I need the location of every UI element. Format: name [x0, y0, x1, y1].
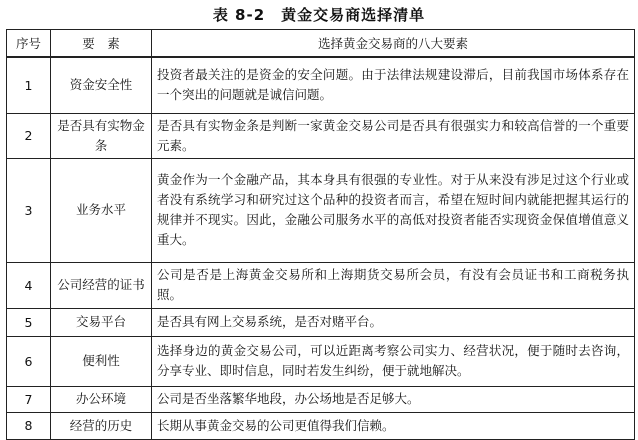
row-factor: 办公环境 — [51, 386, 152, 412]
table-row — [7, 57, 635, 113]
row-factor: 交易平台 — [51, 308, 152, 336]
row-number: 1 — [7, 57, 51, 113]
table-row — [7, 386, 635, 412]
row-number: 7 — [7, 386, 51, 412]
row-description: 是否具有网上交易系统，是否对赌平台。 — [152, 308, 635, 336]
row-number: 5 — [7, 308, 51, 336]
header-factor: 要 素 — [51, 30, 152, 58]
row-number: 3 — [7, 158, 51, 262]
row-number: 8 — [7, 412, 51, 439]
header-row — [7, 30, 635, 58]
row-factor: 公司经营的证书 — [51, 262, 152, 308]
row-description: 投资者最关注的是资金的安全问题。由于法律法规建设滞后，目前我国市场体系存在一个突出的问题就是诚信问题。 — [152, 57, 635, 113]
table-row — [7, 336, 635, 386]
row-description: 是否具有实物金条是判断一家黄金交易公司是否具有很强实力和较高信誉的一个重要元素。 — [152, 113, 635, 158]
row-number: 2 — [7, 113, 51, 158]
row-factor: 是否具有实物金条 — [51, 113, 152, 158]
row-description: 选择身边的黄金交易公司，可以近距离考察公司实力、经营状况，便于随时去咨询，分享专业、即时信息，同时若发生纠纷，便于就地解决。 — [152, 336, 635, 386]
row-factor: 经营的历史 — [51, 412, 152, 439]
table-row — [7, 412, 635, 439]
row-factor: 资金安全性 — [51, 57, 152, 113]
header-number: 序号 — [7, 30, 51, 58]
row-factor: 业务水平 — [51, 158, 152, 262]
row-number: 6 — [7, 336, 51, 386]
row-description: 长期从事黄金交易的公司更值得我们信赖。 — [152, 412, 635, 439]
row-description: 公司是否是上海黄金交易所和上海期货交易所会员，有没有会员证书和工商税务执照。 — [152, 262, 635, 308]
header-description: 选择黄金交易商的八大要素 — [152, 30, 635, 58]
table-row — [7, 308, 635, 336]
row-description: 黄金作为一个金融产品，其本身具有很强的专业性。对于从来没有涉足过这个行业或者没有系统学习和研究过这个品种的投资者而言，希望在短时间内就能把握其运行的规律并不现实。因此，金融公司服务水平的高低对投资者能否实现资金保值增值意义重大。 — [152, 158, 635, 262]
table-row — [7, 113, 635, 158]
table-title: 表 8-2 黄金交易商选择清单 — [212, 6, 426, 24]
dealer-selection-table — [6, 29, 635, 440]
table-row — [7, 158, 635, 262]
row-number: 4 — [7, 262, 51, 308]
row-description: 公司是否坐落繁华地段，办公场地是否足够大。 — [152, 386, 635, 412]
row-factor: 便利性 — [51, 336, 152, 386]
table-row — [7, 262, 635, 308]
